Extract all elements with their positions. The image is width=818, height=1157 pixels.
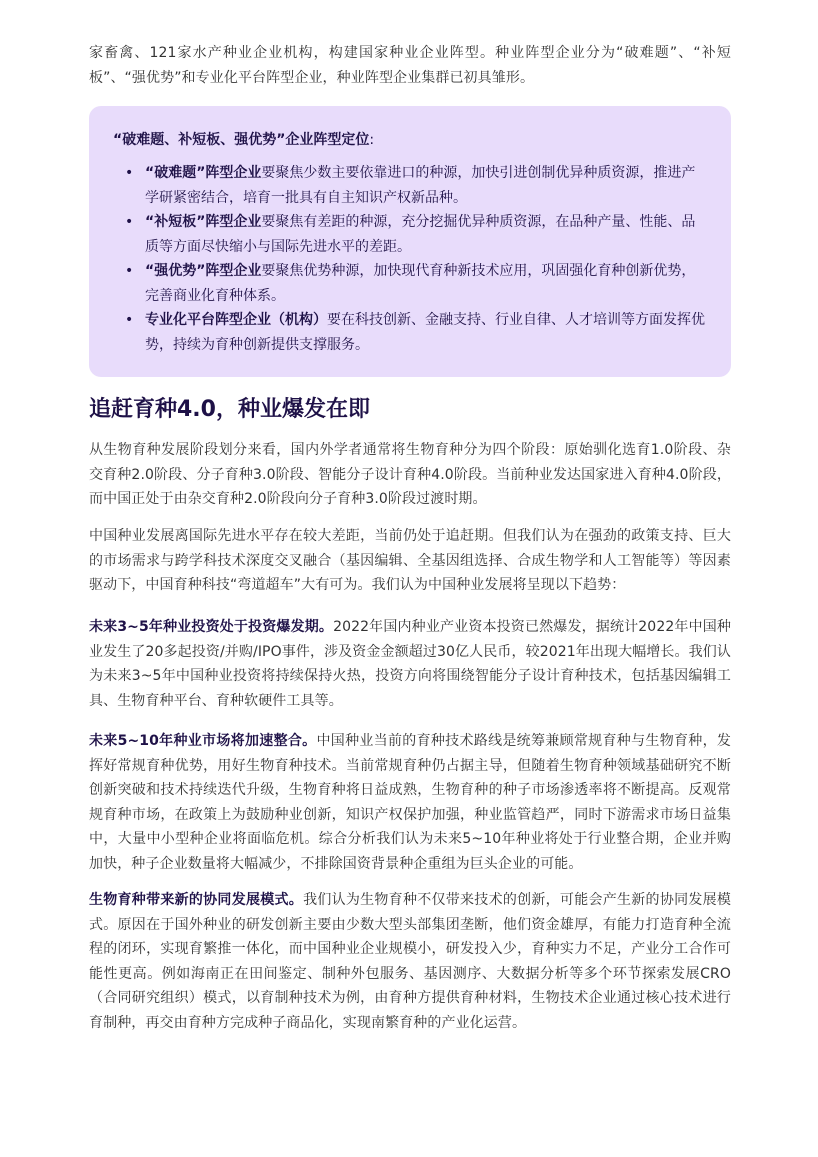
callout-item-po-nan-ti [113, 161, 707, 210]
bullet-icon: • [125, 214, 134, 230]
section-heading: 追赶育种4.0，种业爆发在即 [89, 397, 370, 422]
callout-title-colon: : [369, 132, 375, 148]
callout-item-lead: 专业化平台阵型企业（机构） [145, 312, 327, 328]
paragraph-lead: 未来3~5年种业投资处于投资爆发期。 [89, 619, 334, 635]
paragraph-lead: 生物育种带来新的协同发展模式。 [89, 892, 304, 908]
callout-item-text: 要聚焦有差距的种源，充分挖掘优异种质资源，在品种产量、性能、品质等方面尽快缩小与国际先进水平的差距。 [145, 214, 696, 255]
callout-item-text: 要聚焦优势种源，加快现代育种新技术应用，巩固强化育种创新优势，完善商业化育种体系。 [145, 263, 696, 304]
callout-title-text: “破难题、补短板、强优势”企业阵型定位 [113, 132, 370, 148]
bullet-icon: • [125, 312, 134, 328]
intro-paragraph: 家畜禽、121家水产种业企业机构，构建国家种业企业阵型。种业阵型企业分为“破难题”、“补短板”、“强优势”和专业化平台阵型企业，种业阵型企业集群已初具雏形。 [89, 45, 731, 86]
callout-item-bu-duan-ban [113, 210, 707, 259]
callout-title [113, 128, 707, 152]
paragraph-lead: 未来5~10年种业市场将加速整合。 [89, 733, 317, 749]
callout-list [113, 161, 707, 357]
investment-trend-paragraph [89, 615, 731, 713]
callout-item-platform [113, 308, 707, 357]
callout-item-lead: “补短板”阵型企业 [145, 214, 262, 230]
callout-item-lead: “破难题”阵型企业 [145, 165, 262, 181]
paragraph-body: 中国种业当前的育种技术路线是统筹兼顾常规育种与生物育种，发挥好常规育种优势，用好生物育种技术。当前常规育种仍占据主导，但随着生物育种领域基础研究不断创新突破和技术持续迭代升级，生物育种将日益成熟，生物育种的种子市场渗透率将不断提高。反观常规育种市场，在政策上为鼓励种业创新，知识产权保护加强，种业监管趋严，同时下游需求市场日益集中，大量中小型种企业将面临危机。综合分析我们认为未来5~10年种业将处于行业整合期，企业并购加快，种子企业数量将大幅减少，不排除国资背景种企重组为巨头企业的可能。 [89, 733, 731, 872]
paragraph-body: 我们认为生物育种不仅带来技术的创新，可能会产生新的协同发展模式。原因在于国外种业的研发创新主要由少数大型头部集团垄断，他们资金雄厚，有能力打造育种全流程的闭环，实现育繁推一体化，而中国种业企业规模小，研发投入少，育种实力不足，产业分工合作可能性更高。例如海南正在田间鉴定、制种外包服务、基因测序、大数据分析等多个环节探索发展CRO（合同研究组织）模式，以育制种技术为例，由育种方提供育种材料，生物技术企业通过核心技术进行育制种，再交由育种方完成种子商品化，实现南繁育种的产业化运营。 [89, 892, 732, 1031]
callout-item-qiang-you-shi [113, 259, 707, 308]
bullet-icon: • [125, 165, 134, 181]
catch-up-paragraph: 中国种业发展离国际先进水平存在较大差距，当前仍处于追赶期。但我们认为在强劲的政策支持、巨大的市场需求与跨学科技术深度交叉融合（基因编辑、全基因组选择、合成生物学和人工智能等）等因素驱动下，中国育种科技“弯道超车”大有可为。我们认为中国种业发展将呈现以下趋势： [89, 528, 731, 593]
market-consolidation-paragraph [89, 729, 731, 876]
positioning-callout-box [89, 106, 731, 377]
callout-item-text: 要在科技创新、金融支持、行业自律、人才培训等方面发挥优势，持续为育种创新提供支撑服务。 [145, 312, 705, 353]
breeding-stages-paragraph: 从生物育种发展阶段划分来看，国内外学者通常将生物育种分为四个阶段：原始驯化选育1.0阶段、杂交育种2.0阶段、分子育种3.0阶段、智能分子设计育种4.0阶段。当前种业发达国家进入育种4.0阶段，而中国正处于由杂交育种2.0阶段向分子育种3.0阶段过渡时期。 [89, 442, 731, 507]
callout-item-lead: “强优势”阵型企业 [145, 263, 262, 279]
paragraph-body: 2022年国内种业产业资本投资已然爆发，据统计2022年中国种业发生了20多起投资/并购/IPO事件，涉及资金金额超过30亿人民币，较2021年出现大幅增长。我们认为未来3~5年中国种业投资将持续保持火热，投资方向将围绕智能分子设计育种技术，包括基因编辑工具、生物育种平台、育种软硬件工具等。 [89, 619, 731, 709]
bullet-icon: • [125, 263, 134, 279]
collaboration-model-paragraph [89, 888, 731, 1035]
callout-item-text: 要聚焦少数主要依靠进口的种源，加快引进创制优异种质资源，推进产学研紧密结合，培育一批具有自主知识产权新品种。 [145, 165, 696, 206]
